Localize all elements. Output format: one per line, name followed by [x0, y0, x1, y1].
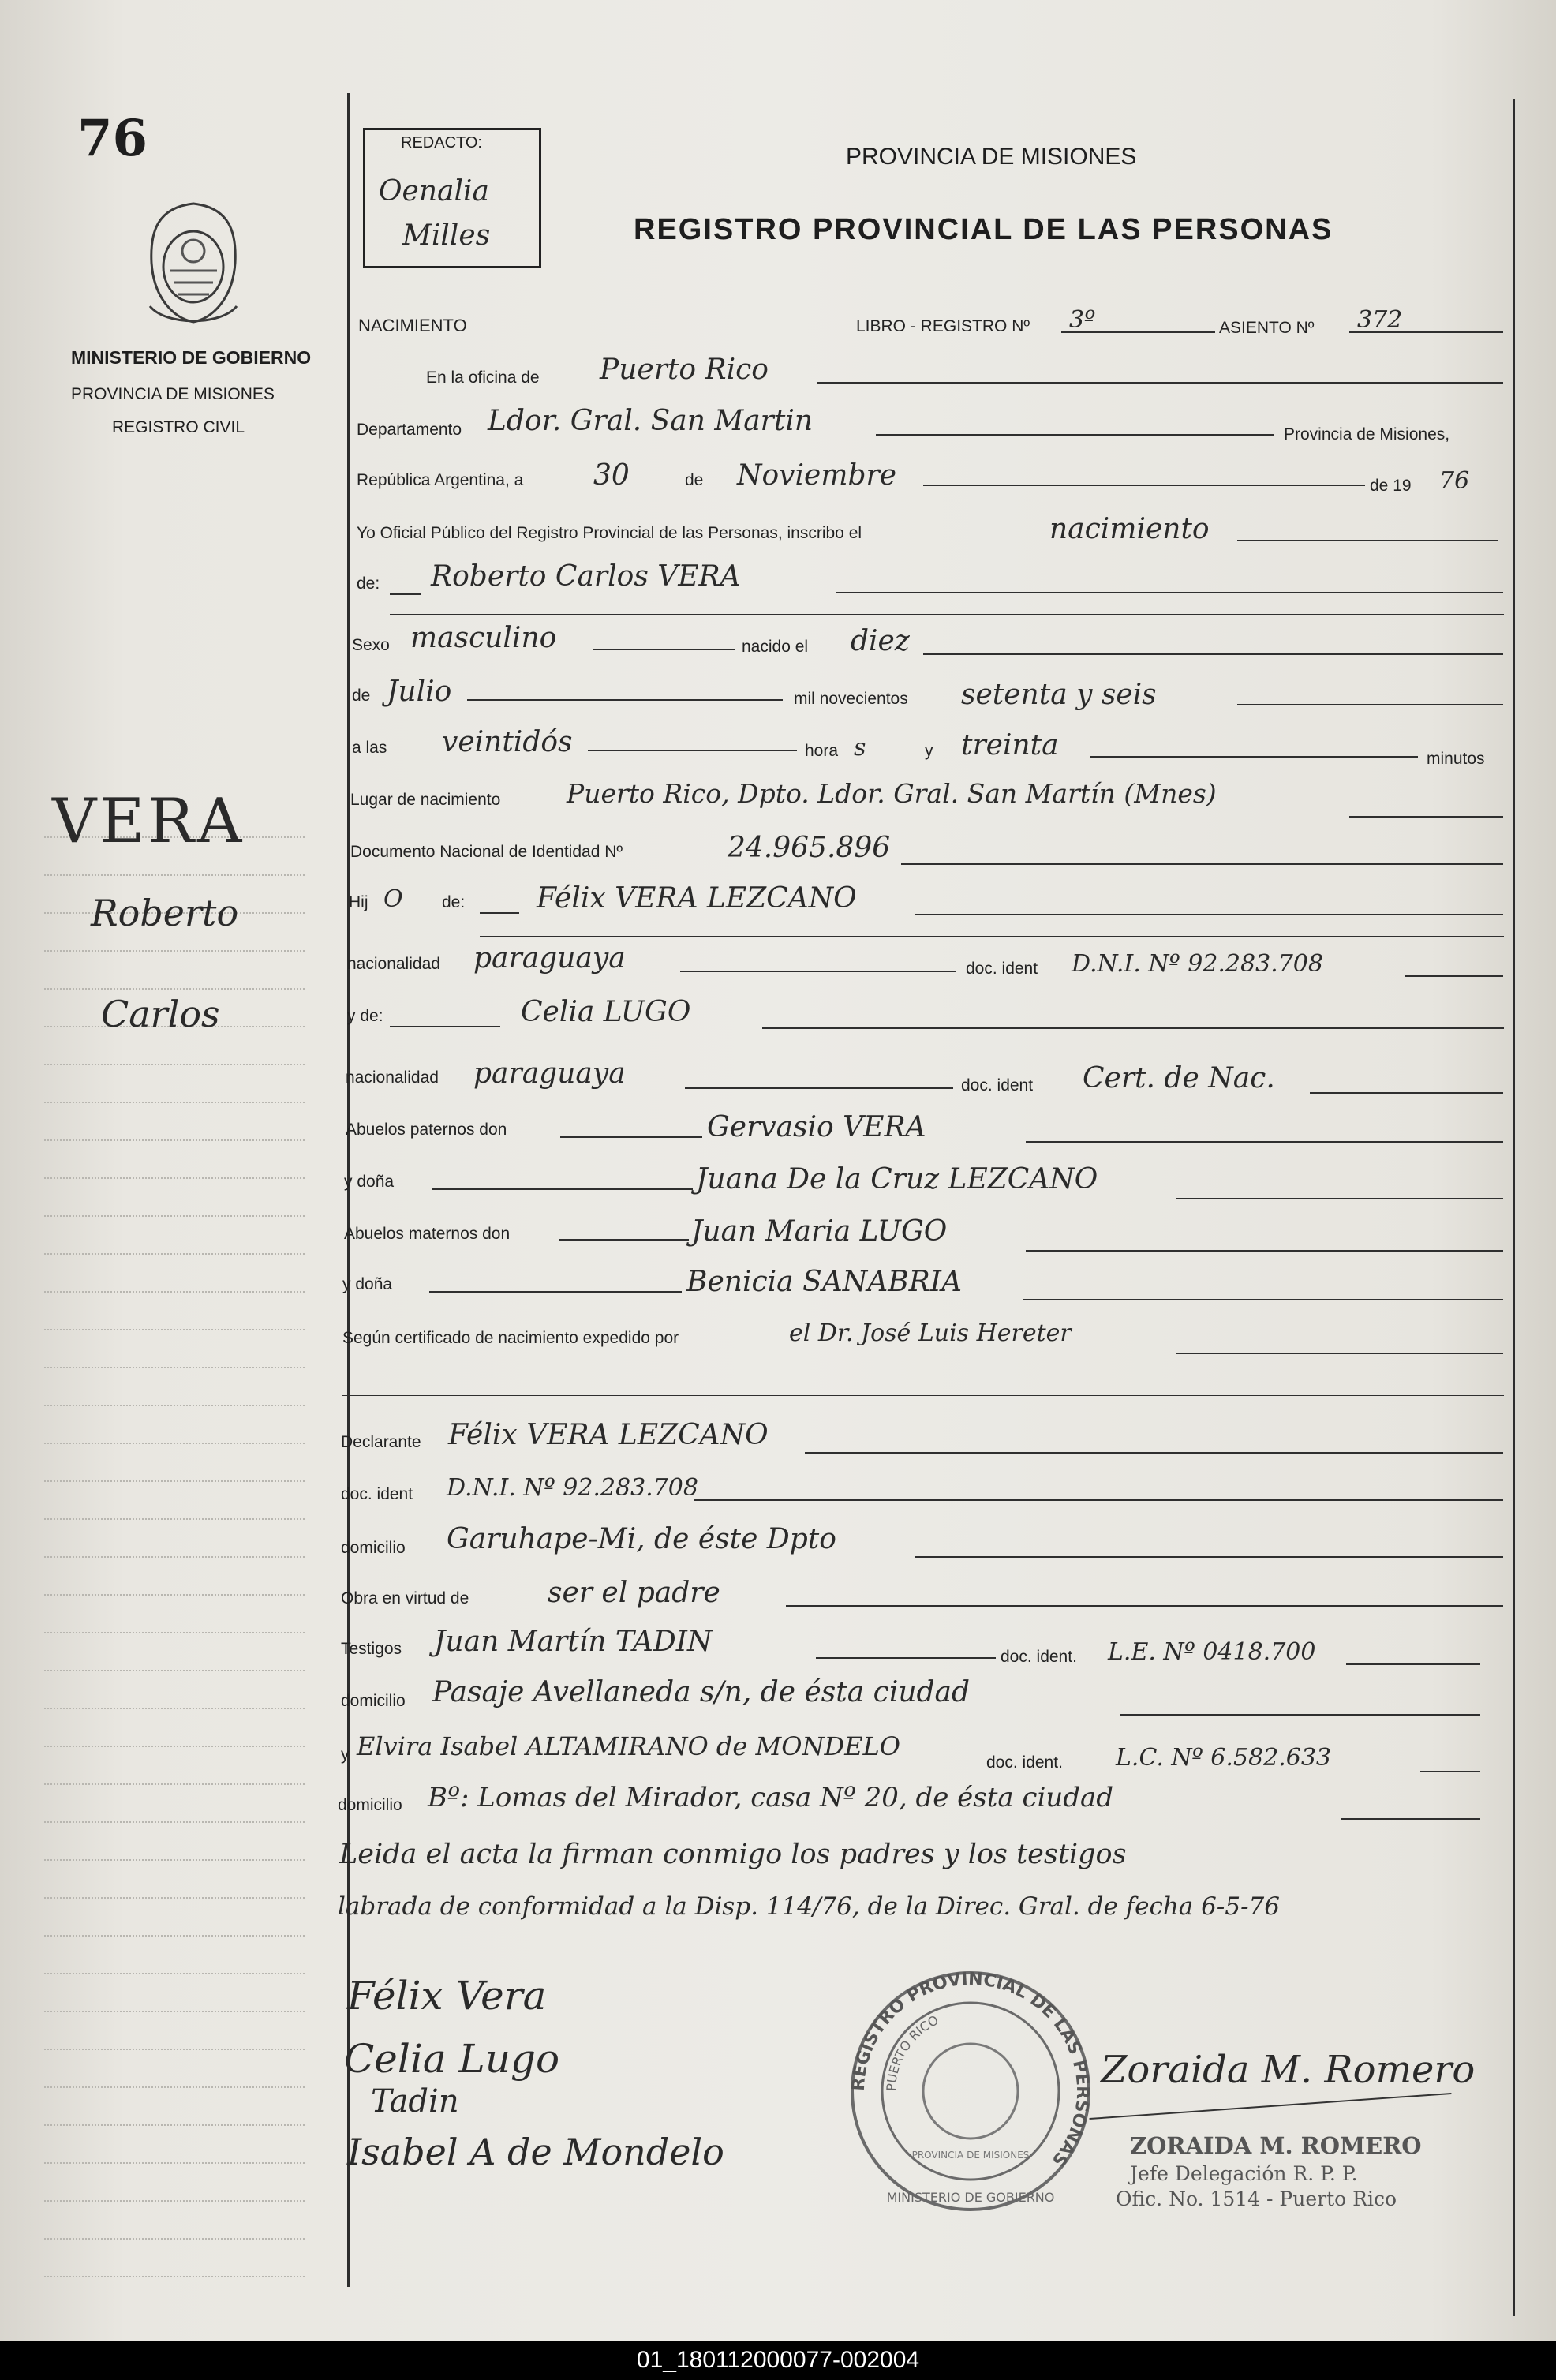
- mother-nac-value: paraguaya: [473, 1057, 626, 1090]
- testigo2-value: Elvira Isabel ALTAMIRANO de MONDELO: [357, 1731, 900, 1761]
- margin-guide-line: [44, 988, 305, 990]
- birth-year-value: setenta y seis: [961, 679, 1157, 711]
- declarante-doc-value: D.N.I. Nº 92.283.708: [447, 1474, 698, 1502]
- margin-guide-line: [44, 1177, 305, 1179]
- signature-witness-1: Tadin: [371, 2083, 459, 2120]
- declarante-label: Declarante: [341, 1433, 421, 1451]
- father-nac-value: paraguaya: [473, 942, 626, 975]
- margin-guide-line: [44, 1594, 305, 1596]
- margin-guide-line: [44, 2049, 305, 2050]
- father-underline: [480, 936, 1504, 937]
- minutos-label: minutos: [1427, 750, 1485, 768]
- margin-guide-line: [44, 1973, 305, 1974]
- margin-guide-line: [44, 1670, 305, 1671]
- asiento-value: 372: [1357, 306, 1403, 334]
- mother-line: [762, 1027, 1504, 1029]
- signature-father: Félix Vera: [347, 1973, 547, 2019]
- registry-subtitle: REGISTRO CIVIL: [112, 418, 245, 436]
- obra-label: Obra en virtud de: [341, 1589, 469, 1607]
- departamento-label: Departamento: [357, 421, 462, 439]
- libro-label: LIBRO - REGISTRO Nº: [856, 317, 1030, 335]
- margin-guide-line: [44, 1291, 305, 1293]
- lugar-line: [1349, 816, 1503, 818]
- testigo1-dom-line: [1120, 1714, 1480, 1716]
- signature-witness-2: Isabel A de Mondelo: [347, 2131, 724, 2173]
- margin-guide-line: [44, 1746, 305, 1747]
- margin-guide-line: [44, 874, 305, 876]
- official-seal-stamp: [844, 1965, 1097, 2217]
- mother-nac-label: nacionalidad: [346, 1068, 439, 1087]
- hora-suffix: s: [854, 734, 866, 762]
- father-doc-label: doc. ident: [966, 960, 1038, 978]
- alas-label: a las: [352, 739, 387, 757]
- nacido-value: diez: [851, 625, 910, 657]
- official-signature: Zoraida M. Romero: [1101, 2048, 1476, 2092]
- margin-guide-line: [44, 950, 305, 952]
- testigo2-doc-value: L.C. Nº 6.582.633: [1116, 1744, 1331, 1772]
- yo-oficial-label: Yo Oficial Público del Registro Provincial de las Personas, inscribo el: [357, 524, 862, 542]
- de2-label: de: [352, 687, 371, 705]
- obra-line: [786, 1605, 1503, 1607]
- libro-value: 3º: [1069, 306, 1096, 334]
- asiento-line: [1349, 331, 1503, 333]
- page-number: 76: [77, 109, 148, 168]
- margin-guide-line: [44, 1367, 305, 1368]
- abuelo-pat-line: [1026, 1141, 1503, 1143]
- abuela-pat-label: y doña: [344, 1173, 395, 1191]
- abuela-pat-line-pre: [432, 1188, 693, 1190]
- hijo-suffix: O: [383, 885, 403, 913]
- province-subtitle: PROVINCIA DE MISIONES: [71, 385, 275, 403]
- oficina-label: En la oficina de: [426, 369, 540, 387]
- testigo1-value: Juan Martín TADIN: [434, 1626, 713, 1658]
- margin-guide-line: [44, 1632, 305, 1633]
- redacto-label: REDACTO:: [401, 134, 482, 152]
- testigo1-line: [816, 1657, 996, 1659]
- margin-guide-line: [44, 1480, 305, 1482]
- de-name-label: de:: [357, 574, 380, 593]
- month-value: Noviembre: [737, 459, 897, 492]
- abuelo-materno-value: Juan Maria LUGO: [691, 1215, 948, 1248]
- de-name-line-short: [390, 593, 421, 595]
- segun-value: el Dr. José Luis Hereter: [789, 1319, 1072, 1347]
- mother-de-line-short: [390, 1026, 500, 1027]
- margin-guide-line: [44, 2011, 305, 2012]
- nacido-label: nacido el: [742, 638, 809, 656]
- father-doc-value: D.N.I. Nº 92.283.708: [1072, 950, 1323, 978]
- minute-value: treinta: [961, 729, 1059, 762]
- mother-value: Celia LUGO: [521, 996, 691, 1028]
- testigo2-dom-value: Bº: Lomas del Mirador, casa Nº 20, de ésta ciudad: [428, 1782, 1114, 1813]
- departamento-line: [876, 434, 1274, 436]
- margin-guide-line: [44, 1859, 305, 1861]
- margin-surname: VERA: [52, 786, 245, 857]
- margin-guide-line: [44, 1556, 305, 1558]
- declarante-doc-label: doc. ident: [341, 1485, 413, 1503]
- margin-guide-line: [44, 1102, 305, 1103]
- abuela-mat-line: [1023, 1299, 1503, 1300]
- father-nac-label: nacionalidad: [347, 955, 440, 973]
- abuelos-maternos-label: Abuelos maternos don: [344, 1225, 511, 1243]
- margin-guide-line: [44, 2238, 305, 2240]
- registered-name-value: Roberto Carlos VERA: [431, 560, 741, 593]
- abuelos-paternos-label: Abuelos paternos don: [346, 1121, 507, 1139]
- mother-nac-line: [685, 1087, 953, 1089]
- father-value: Félix VERA LEZCANO: [537, 882, 857, 915]
- abuela-pat-line: [1176, 1198, 1503, 1199]
- redacto-name-2: Milles: [402, 219, 491, 252]
- minute-line: [1090, 756, 1418, 758]
- nacimiento-label: NACIMIENTO: [358, 316, 467, 335]
- coat-of-arms-emblem: [134, 196, 252, 330]
- declarante-value: Félix VERA LEZCANO: [448, 1419, 769, 1451]
- dni-value: 24.965.896: [728, 832, 891, 864]
- header-province: PROVINCIA DE MISIONES: [846, 144, 1137, 170]
- stamp-outer-text: REGISTRO PROVINCIAL DE LAS PERSONAS: [848, 1969, 1093, 2170]
- abuelo-pat-line-pre: [560, 1136, 702, 1138]
- asiento-label: ASIENTO Nº: [1219, 319, 1315, 337]
- dni-line: [901, 863, 1503, 865]
- testigo1-doc-line: [1346, 1663, 1480, 1665]
- testigo1-dom-label: domicilio: [341, 1692, 406, 1710]
- father-doc-line: [1405, 975, 1503, 977]
- official-name: ZORAIDA M. ROMERO: [1130, 2132, 1422, 2159]
- margin-guide-line: [44, 1329, 305, 1330]
- hijo-label: Hij: [349, 893, 368, 911]
- declarante-dom-value: Garuhape-Mi, de éste Dpto: [447, 1523, 836, 1555]
- obra-value: ser el padre: [548, 1577, 720, 1609]
- father-nac-line: [680, 971, 956, 972]
- margin-guide-line: [44, 1215, 305, 1217]
- abuela-materna-value: Benicia SANABRIA: [686, 1266, 962, 1298]
- mother-doc-line: [1310, 1092, 1503, 1094]
- declarante-line: [805, 1452, 1503, 1454]
- abuelo-mat-line: [1026, 1250, 1503, 1252]
- inscribo-value: nacimiento: [1049, 513, 1210, 545]
- father-line: [915, 914, 1503, 915]
- testigo1-dom-value: Pasaje Avellaneda s/n, de ésta ciudad: [432, 1676, 971, 1708]
- margin-guide-line: [44, 1443, 305, 1444]
- segun-underline: [342, 1395, 1504, 1396]
- declarante-dom-line: [915, 1556, 1503, 1558]
- abuela-mat-label: y doña: [342, 1275, 393, 1293]
- provincia-label: Provincia de Misiones,: [1284, 425, 1450, 443]
- declarante-dom-label: domicilio: [341, 1539, 406, 1557]
- margin-guide-line: [44, 1897, 305, 1899]
- segun-line: [1176, 1353, 1503, 1354]
- hijo-de-line-short: [480, 912, 519, 914]
- margin-guide-line: [44, 1253, 305, 1255]
- birth-year-line: [1237, 704, 1503, 705]
- margin-guide-line: [44, 1783, 305, 1785]
- abuelo-mat-line-pre: [559, 1239, 689, 1241]
- margin-guide-line: [44, 1139, 305, 1141]
- margin-guide-line: [44, 1708, 305, 1709]
- nacido-line: [923, 653, 1503, 655]
- lugar-value: Puerto Rico, Dpto. Ldor. Gral. San Martín (Mnes): [567, 778, 1217, 809]
- abuela-mat-line-pre: [429, 1291, 682, 1293]
- segun-label: Según certificado de nacimiento expedido por: [342, 1329, 679, 1347]
- hour-value: veintidós: [442, 726, 573, 758]
- official-title: Jefe Delegación R. P. P.: [1130, 2162, 1358, 2185]
- margin-guide-line: [44, 2162, 305, 2164]
- testigo2-y-label: y: [341, 1746, 350, 1764]
- margin-guide-line: [44, 2276, 305, 2277]
- margin-guide-line: [44, 1518, 305, 1520]
- margin-guide-line: [44, 1821, 305, 1823]
- sexo-line: [593, 649, 735, 650]
- y-label: y: [925, 742, 933, 760]
- mother-de-label: y de:: [347, 1007, 383, 1025]
- signature-mother: Celia Lugo: [344, 2036, 560, 2082]
- hour-line: [588, 750, 797, 751]
- birth-month-value: Julio: [387, 675, 452, 708]
- testigo1-doc-label: doc. ident.: [1001, 1648, 1077, 1666]
- sexo-label: Sexo: [352, 636, 390, 654]
- declarante-doc-line: [694, 1499, 1503, 1501]
- testigo2-dom-line: [1341, 1818, 1480, 1820]
- oficina-value: Puerto Rico: [600, 354, 769, 386]
- footer-code: 01_180112000077-002004: [636, 2347, 920, 2373]
- libro-line: [1061, 331, 1215, 333]
- mother-doc-value: Cert. de Nac.: [1083, 1062, 1275, 1095]
- testigo2-dom-label: domicilio: [338, 1796, 402, 1814]
- departamento-value: Ldor. Gral. San Martin: [488, 405, 814, 437]
- abuela-paterna-value: Juana De la Cruz LEZCANO: [696, 1163, 1098, 1196]
- mother-doc-label: doc. ident: [961, 1076, 1034, 1095]
- republica-label: República Argentina, a: [357, 471, 524, 489]
- testigo1-doc-value: L.E. Nº 0418.700: [1108, 1638, 1316, 1666]
- name-underline: [390, 614, 1504, 615]
- margin-guide-line: [44, 2200, 305, 2202]
- redacto-name-1: Oenalia: [379, 175, 489, 208]
- de-label: de: [685, 471, 704, 489]
- official-office: Ofic. No. 1514 - Puerto Rico: [1116, 2187, 1397, 2210]
- margin-second-name: Carlos: [101, 993, 220, 1035]
- margin-guide-line: [44, 2124, 305, 2126]
- month-line: [923, 485, 1365, 486]
- stamp-bottom-text: MINISTERIO DE GOBIERNO: [886, 2190, 1055, 2205]
- margin-guide-line: [44, 1405, 305, 1406]
- testigos-label: Testigos: [341, 1640, 402, 1658]
- header-registry-title: REGISTRO PROVINCIAL DE LAS PERSONAS: [634, 213, 1333, 246]
- day-value: 30: [593, 459, 630, 492]
- mil-novecientos-label: mil novecientos: [794, 690, 908, 708]
- oficina-line: [817, 382, 1503, 384]
- margin-guide-line: [44, 1935, 305, 1937]
- hora-label: hora: [805, 742, 839, 760]
- testigo2-doc-line: [1420, 1771, 1480, 1772]
- closing-line-1: Leida el acta la firman conmigo los padres y los testigos: [339, 1839, 1127, 1870]
- year-label: de 19: [1370, 477, 1412, 495]
- dni-label: Documento Nacional de Identidad Nº: [350, 843, 623, 861]
- margin-first-name: Roberto: [91, 892, 239, 934]
- lugar-label: Lugar de nacimiento: [350, 791, 501, 809]
- testigo2-doc-label: doc. ident.: [986, 1753, 1063, 1772]
- margin-guide-line: [44, 2086, 305, 2088]
- stamp-inner-text: PUERTO RICO: [883, 2012, 941, 2092]
- year-value: 76: [1439, 467, 1470, 495]
- margin-guide-line: [44, 1064, 305, 1065]
- ministry-title: MINISTERIO DE GOBIERNO: [71, 347, 312, 368]
- closing-line-2: labrada de conformidad a la Disp. 114/76, de la Direc. Gral. de fecha 6-5-76: [338, 1892, 1280, 1921]
- abuelo-paterno-value: Gervasio VERA: [707, 1111, 926, 1143]
- hijo-de-label: de:: [442, 893, 466, 911]
- stamp-inner-bottom: PROVINCIA DE MISIONES: [911, 2150, 1030, 2161]
- sexo-value: masculino: [410, 622, 557, 654]
- name-line: [836, 592, 1503, 593]
- birth-month-line: [467, 699, 783, 701]
- right-vertical-rule: [1513, 99, 1515, 2316]
- inscribo-line: [1237, 540, 1498, 541]
